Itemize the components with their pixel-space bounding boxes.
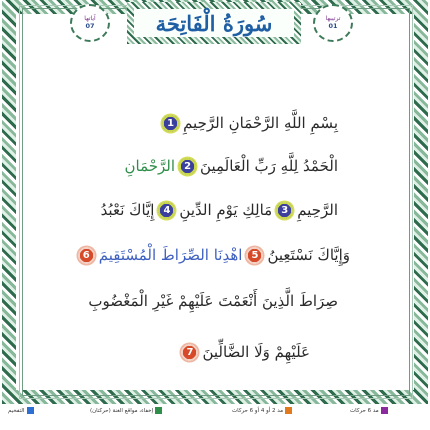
legend-label: مد 6 حركات	[350, 407, 379, 414]
ayah-marker: 3	[276, 202, 293, 219]
surah-order-value: 01	[328, 21, 338, 30]
verse-line-6	[181, 343, 310, 361]
verse-text: الرَّحْمَانِ	[124, 157, 176, 175]
verse-text: الرَّحِيمِ	[297, 201, 338, 219]
surah-title: سُورَةُ الْفَاتِحَة	[155, 10, 273, 36]
verse-text: اهْدِنَا الصِّرَاطَ الْمُسْتَقِيمَ	[98, 246, 243, 264]
surah-order-badge	[313, 4, 353, 42]
legend-label: التفخيم	[8, 407, 25, 414]
ayah-marker: 6	[78, 247, 95, 264]
verse-text: صِرَاطَ الَّذِينَ أَنْعَمْتَ عَلَيْهِمْ غَيْرِ الْمَغْضُوبِ	[88, 292, 338, 310]
legend-swatch	[27, 407, 34, 414]
verse-line-5	[88, 292, 338, 310]
surah-order-label: ترتيبها	[325, 14, 341, 22]
tajweed-legend	[0, 404, 430, 430]
legend-item	[232, 407, 292, 414]
verse-text: عَلَيْهِمْ وَلَا الضَّالِّينَ	[202, 343, 310, 361]
ayah-marker: 4	[158, 202, 175, 219]
legend-swatch	[381, 407, 388, 414]
verse-line-4	[78, 246, 350, 264]
legend-item	[8, 407, 34, 414]
ayah-marker: 5	[246, 247, 263, 264]
legend-swatch	[155, 407, 162, 414]
legend-label: مد 2 أو 4 أو 6 حركات	[232, 407, 284, 414]
legend-label: إخفاء، مواقع الغنة (حركتان)	[90, 407, 154, 414]
verse-line-1	[162, 114, 338, 132]
verse-line-3	[101, 201, 338, 219]
verse-text: مَالِكِ يَوْمِ الدِّينِ	[179, 201, 273, 219]
verse-count-badge	[70, 4, 110, 42]
legend-item	[350, 407, 388, 414]
ayah-marker: 7	[181, 344, 198, 361]
verse-count-label: آياتها	[84, 14, 96, 22]
verse-text: وَإِيَّاكَ نَسْتَعِينُ	[267, 246, 350, 264]
legend-item	[90, 407, 162, 414]
ayah-marker: 1	[162, 115, 179, 132]
verse-text: إِيَّاكَ نَعْبُدُ	[100, 201, 155, 219]
verse-count-value: 07	[85, 21, 95, 30]
ayah-marker: 2	[179, 158, 196, 175]
surah-title-cartouche	[127, 2, 301, 44]
verse-text: الْحَمْدُ لِلَّهِ رَبِّ الْعَالَمِينَ	[200, 157, 338, 175]
verse-text: بِسْمِ اللَّهِ الرَّحْمَانِ الرَّحِيمِ	[183, 114, 338, 132]
verse-line-2	[125, 157, 339, 175]
legend-swatch	[285, 407, 292, 414]
